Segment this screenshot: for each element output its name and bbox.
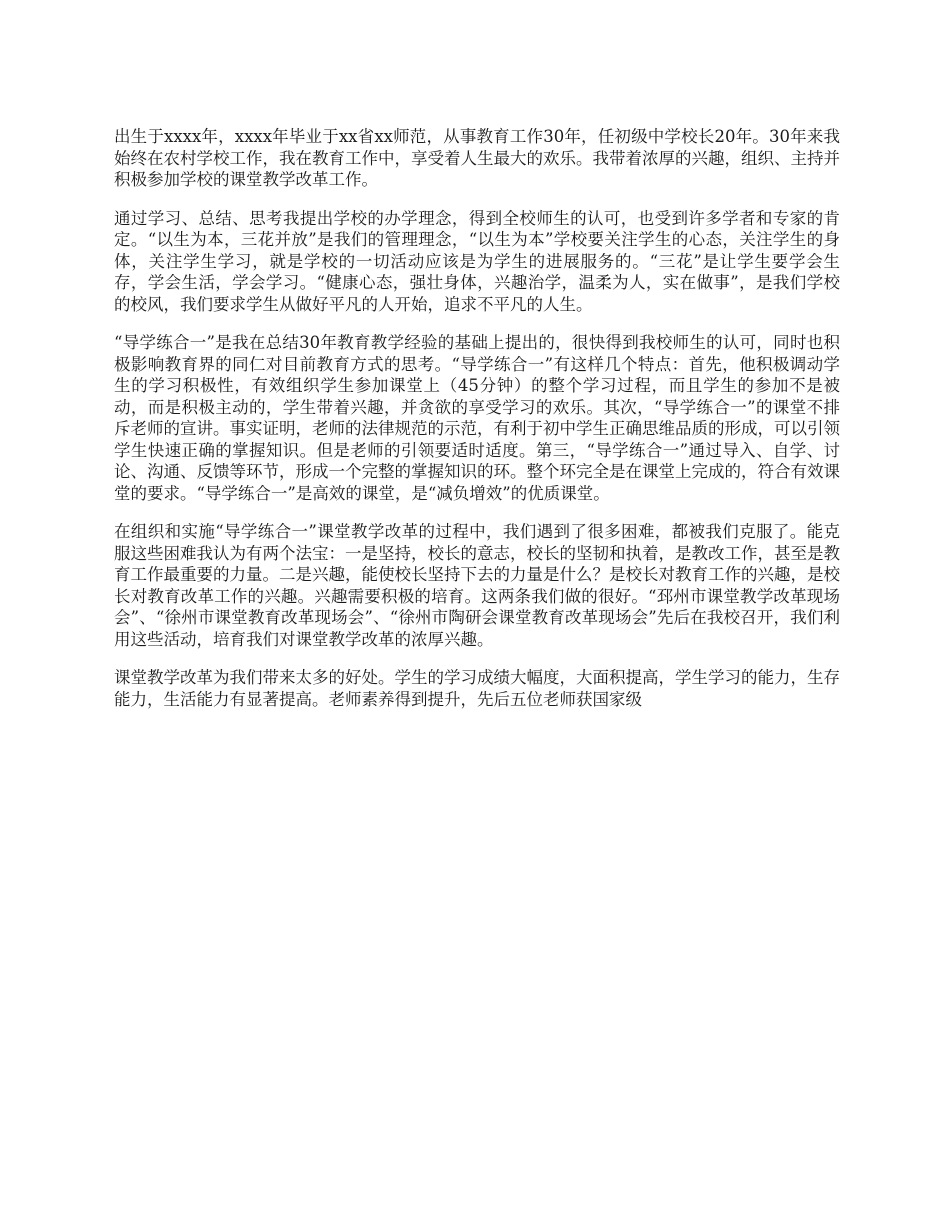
paragraph-2: 通过学习、总结、思考我提出学校的办学理念，得到全校师生的认可，也受到许多学者和专家的肯定。“以生为本，三花并放”是我们的管理理念，“以生为本”学校要关注学生的心态，关注学生的身体，关注学生学习，就是学校的一切活动应该是为学生的进展服务的。“三花”是让学生要学会生存，学会生活，学会学习。“健康心态，强壮身体，兴趣治学，温柔为人，实在做事”，是我们学校的校风，我们要求学生从做好平凡的人开始，追求不平凡的人生。 xyxy=(114,208,840,314)
document-body xyxy=(114,126,840,727)
paragraph-3: “导学练合一”是我在总结30年教育教学经验的基础上提出的，很快得到我校师生的认可，同时也积极影响教育界的同仁对目前教育方式的思考。“导学练合一”有这样几个特点：首先，他积极调动学生的学习积极性，有效组织学生参加课堂上（45分钟）的整个学习过程，而且学生的参加不是被动，而是积极主动的，学生带着兴趣，并贪欲的享受学习的欢乐。其次，“导学练合一”的课堂不排斥老师的宣讲。事实证明，老师的法律规范的示范，有利于初中学生正确思维品质的形成，可以引领学生快速正确的掌握知识。但是老师的引领要适时适度。第三，“导学练合一”通过导入、自学、讨论、沟通、反馈等环节，形成一个完整的掌握知识的环。整个环完全是在课堂上完成的，符合有效课堂的要求。“导学练合一”是高效的课堂，是“减负增效”的优质课堂。 xyxy=(114,333,840,503)
paragraph-4: 在组织和实施“导学练合一”课堂教学改革的过程中，我们遇到了很多困难，都被我们克服了。能克服这些困难我认为有两个法宝：一是坚持，校长的意志，校长的坚韧和执着，是教改工作，甚至是教育工作最重要的力量。二是兴趣，能使校长坚持下去的力量是什么？是校长对教育工作的兴趣，是校长对教育改革工作的兴趣。兴趣需要积极的培育。这两条我们做的很好。“邳州市课堂教学改革现场会”、“徐州市课堂教育改革现场会”、“徐州市陶研会课堂教育改革现场会”先后在我校召开，我们利用这些活动，培育我们对课堂教学改革的浓厚兴趣。 xyxy=(114,522,840,649)
paragraph-1: 出生于xxxx年，xxxx年毕业于xx省xx师范，从事教育工作30年，任初级中学校长20年。30年来我始终在农村学校工作，我在教育工作中，享受着人生最大的欢乐。我带着浓厚的兴趣，组织、主持并积极参加学校的课堂教学改革工作。 xyxy=(114,127,840,189)
paragraph-5: 课堂教学改革为我们带来太多的好处。学生的学习成绩大幅度，大面积提高，学生学习的能力，生存能力，生活能力有显著提高。老师素养得到提升，先后五位老师获国家级 xyxy=(114,668,840,709)
